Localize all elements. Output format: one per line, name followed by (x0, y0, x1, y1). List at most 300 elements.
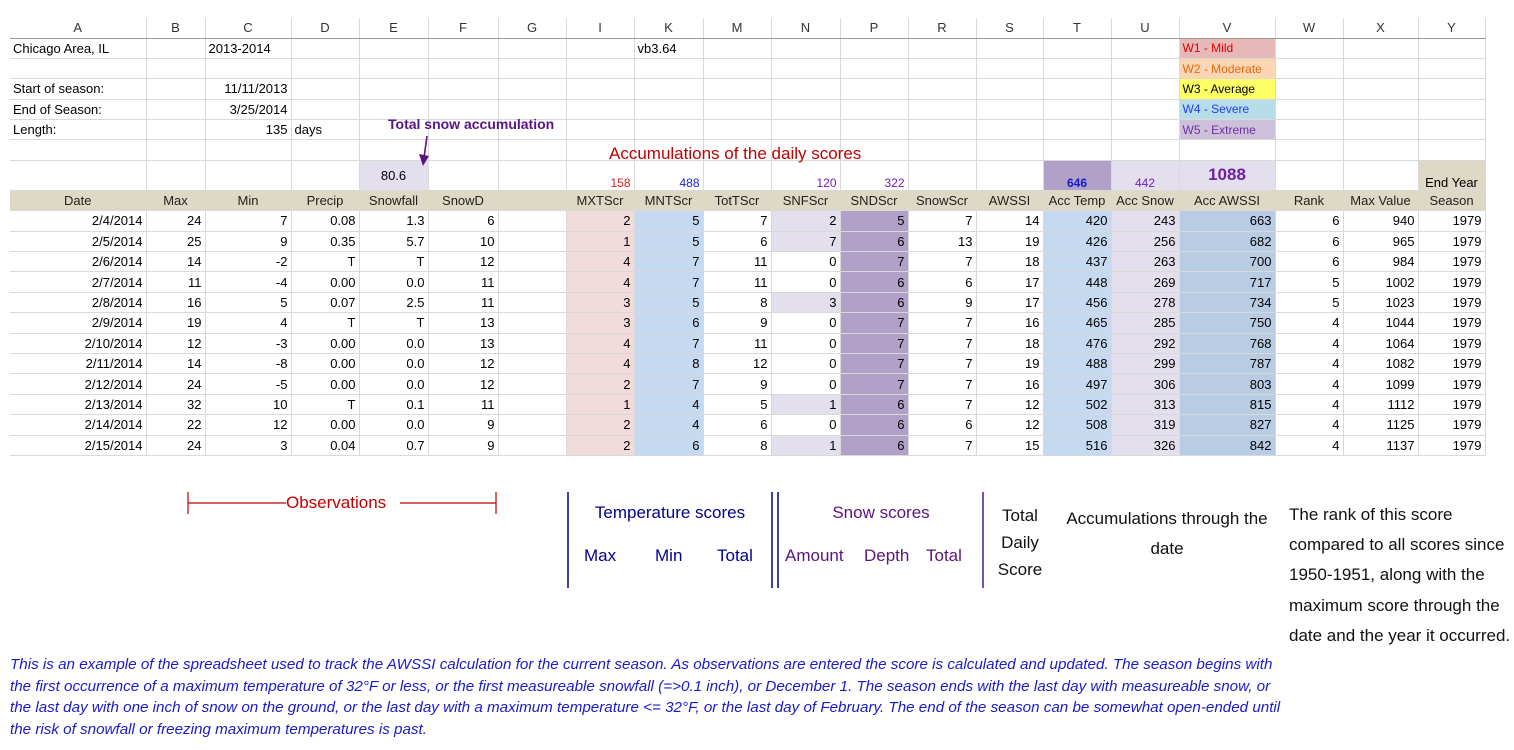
column-letter[interactable]: D (291, 18, 359, 38)
table-cell[interactable]: 6 (840, 435, 908, 455)
totals-row (10, 160, 1485, 190)
table-cell[interactable]: 16 (976, 374, 1043, 394)
table-cell[interactable]: 0 (771, 272, 840, 292)
table-cell[interactable]: T (291, 394, 359, 414)
table-cell[interactable]: 6 (428, 211, 498, 231)
table-cell[interactable]: 0 (771, 374, 840, 394)
table-cell[interactable]: 0.00 (291, 333, 359, 353)
column-letter[interactable]: V (1179, 18, 1275, 38)
table-cell[interactable]: 6 (908, 272, 976, 292)
table-cell[interactable]: 1 (566, 231, 634, 251)
table-cell[interactable]: 2 (771, 211, 840, 231)
table-cell[interactable]: 0.08 (291, 211, 359, 231)
table-cell[interactable]: 2/7/2014 (10, 272, 146, 292)
table-cell[interactable]: 4 (1275, 394, 1343, 414)
table-cell[interactable]: 7 (703, 211, 771, 231)
column-header: SnowScr (908, 190, 976, 210)
table-cell[interactable] (498, 435, 566, 455)
table-cell[interactable]: 2 (566, 415, 634, 435)
table-cell[interactable]: 6 (840, 415, 908, 435)
table-cell[interactable]: 11 (428, 272, 498, 292)
table-cell[interactable]: 4 (1275, 313, 1343, 333)
column-letter[interactable]: C (205, 18, 291, 38)
table-cell[interactable] (498, 272, 566, 292)
table-cell[interactable]: 0 (771, 252, 840, 272)
table-cell[interactable]: 18 (976, 252, 1043, 272)
table-cell[interactable]: 299 (1111, 353, 1179, 373)
table-cell[interactable] (498, 415, 566, 435)
table-cell[interactable]: 12 (428, 353, 498, 373)
table-cell[interactable]: 965 (1343, 231, 1418, 251)
table-cell[interactable]: 0 (771, 353, 840, 373)
table-cell[interactable]: 25 (146, 231, 205, 251)
temp-max-label: Max (584, 546, 617, 565)
table-cell[interactable]: 306 (1111, 374, 1179, 394)
length-unit[interactable]: days (291, 120, 359, 140)
table-cell[interactable]: 13 (428, 333, 498, 353)
table-cell[interactable]: 663 (1179, 211, 1275, 231)
table-cell[interactable]: 2/15/2014 (10, 435, 146, 455)
table-cell[interactable]: 787 (1179, 353, 1275, 373)
table-cell[interactable]: 32 (146, 394, 205, 414)
table-cell[interactable]: 2 (566, 435, 634, 455)
table-cell[interactable]: 7 (634, 272, 703, 292)
table-cell[interactable]: 4 (566, 333, 634, 353)
table-cell[interactable]: 3 (566, 292, 634, 312)
table-cell[interactable]: 7 (908, 211, 976, 231)
table-cell[interactable] (498, 394, 566, 414)
total-mxt[interactable]: 158 (566, 160, 634, 190)
table-cell[interactable]: 1979 (1418, 435, 1485, 455)
table-cell[interactable]: 6 (1275, 211, 1343, 231)
table-cell[interactable]: 14 (976, 211, 1043, 231)
table-cell[interactable]: 7 (908, 333, 976, 353)
temp-total-label: Total (717, 546, 753, 565)
table-cell[interactable]: 2.5 (359, 292, 428, 312)
column-letter[interactable]: Y (1418, 18, 1485, 38)
total-acc-snow[interactable]: 442 (1111, 160, 1179, 190)
table-cell[interactable]: 22 (146, 415, 205, 435)
table-cell[interactable]: 11 (703, 272, 771, 292)
table-cell[interactable]: 292 (1111, 333, 1179, 353)
table-cell[interactable]: 1099 (1343, 374, 1418, 394)
table-cell[interactable]: 1.3 (359, 211, 428, 231)
table-cell[interactable]: 11 (146, 272, 205, 292)
table-cell[interactable]: 1 (566, 394, 634, 414)
table-cell[interactable] (498, 252, 566, 272)
table-cell[interactable]: 1082 (1343, 353, 1418, 373)
table-cell[interactable]: -8 (205, 353, 291, 373)
table-cell[interactable]: 984 (1343, 252, 1418, 272)
table-cell[interactable]: 24 (146, 211, 205, 231)
table-cell[interactable]: 12 (428, 252, 498, 272)
table-cell[interactable]: 0.07 (291, 292, 359, 312)
table-cell[interactable]: 437 (1043, 252, 1111, 272)
table-cell[interactable]: 2/12/2014 (10, 374, 146, 394)
table-cell[interactable]: 243 (1111, 211, 1179, 231)
column-letter[interactable]: G (498, 18, 566, 38)
table-cell[interactable]: 3 (771, 292, 840, 312)
table-cell[interactable]: 7 (840, 333, 908, 353)
table-cell[interactable]: 6 (703, 415, 771, 435)
table-cell[interactable]: 10 (428, 231, 498, 251)
table-cell[interactable]: 502 (1043, 394, 1111, 414)
column-header: Max (146, 190, 205, 210)
table-cell[interactable]: 8 (634, 353, 703, 373)
length-value[interactable]: 135 (205, 120, 291, 140)
table-cell[interactable]: 734 (1179, 292, 1275, 312)
table-cell[interactable]: 278 (1111, 292, 1179, 312)
table-cell[interactable]: 9 (428, 415, 498, 435)
table-cell[interactable]: 6 (840, 394, 908, 414)
table-cell[interactable]: 7 (840, 374, 908, 394)
table-cell[interactable]: 1979 (1418, 272, 1485, 292)
table-cell[interactable]: 420 (1043, 211, 1111, 231)
table-cell[interactable]: 1112 (1343, 394, 1418, 414)
table-cell[interactable] (498, 313, 566, 333)
table-cell[interactable]: 4 (566, 252, 634, 272)
start-label: Start of season: (10, 79, 146, 99)
table-cell[interactable]: 5 (703, 394, 771, 414)
snow-scores-title: Snow scores (832, 503, 930, 522)
table-cell[interactable]: 19 (146, 313, 205, 333)
table-cell[interactable]: 12 (976, 394, 1043, 414)
table-cell[interactable]: 0.00 (291, 353, 359, 373)
total-snd[interactable]: 322 (840, 160, 908, 190)
table-cell[interactable]: 16 (976, 313, 1043, 333)
table-cell[interactable]: 2/13/2014 (10, 394, 146, 414)
table-cell[interactable]: 1023 (1343, 292, 1418, 312)
table-cell[interactable]: 497 (1043, 374, 1111, 394)
table-cell[interactable]: 1125 (1343, 415, 1418, 435)
table-cell[interactable]: 18 (976, 333, 1043, 353)
table-cell[interactable]: 0.35 (291, 231, 359, 251)
table-cell[interactable]: 7 (840, 252, 908, 272)
table-cell[interactable]: 9 (703, 374, 771, 394)
table-cell[interactable]: 7 (908, 313, 976, 333)
table-cell[interactable]: 16 (146, 292, 205, 312)
table-cell[interactable]: 2/14/2014 (10, 415, 146, 435)
table-cell[interactable]: 8 (703, 435, 771, 455)
table-cell[interactable]: 5 (1275, 272, 1343, 292)
table-cell[interactable]: 456 (1043, 292, 1111, 312)
table-cell[interactable]: 13 (428, 313, 498, 333)
table-cell[interactable]: 5 (205, 292, 291, 312)
column-letter[interactable]: B (146, 18, 205, 38)
column-letter[interactable]: A (10, 18, 146, 38)
table-cell[interactable]: 465 (1043, 313, 1111, 333)
table-cell[interactable]: 750 (1179, 313, 1275, 333)
table-cell[interactable]: -5 (205, 374, 291, 394)
total-mnt[interactable]: 488 (634, 160, 703, 190)
start-value[interactable]: 11/11/2013 (205, 79, 291, 99)
table-cell[interactable]: 717 (1179, 272, 1275, 292)
table-cell[interactable] (498, 333, 566, 353)
table-cell[interactable]: 842 (1179, 435, 1275, 455)
table-cell[interactable] (498, 374, 566, 394)
table-cell[interactable]: 17 (976, 292, 1043, 312)
daily-scores-annotation: Accumulations of the daily scores (609, 144, 862, 163)
table-cell[interactable]: 4 (566, 272, 634, 292)
table-cell[interactable]: 0 (771, 415, 840, 435)
table-cell[interactable]: 2/8/2014 (10, 292, 146, 312)
table-cell[interactable]: 12 (146, 333, 205, 353)
table-cell[interactable]: 1064 (1343, 333, 1418, 353)
table-cell[interactable]: 0.0 (359, 415, 428, 435)
table-cell[interactable]: 1 (771, 394, 840, 414)
table-cell[interactable]: 9 (205, 231, 291, 251)
table-cell[interactable]: 12 (205, 415, 291, 435)
table-cell[interactable]: 4 (1275, 435, 1343, 455)
total-snow-arrow (418, 136, 432, 166)
table-cell[interactable]: 11 (703, 333, 771, 353)
column-letters-row (10, 18, 1485, 38)
table-cell[interactable]: 7 (771, 231, 840, 251)
table-cell[interactable]: 4 (634, 394, 703, 414)
table-row (10, 252, 1485, 272)
end-year-label: End Year (1418, 160, 1485, 190)
table-cell[interactable]: 19 (976, 353, 1043, 373)
table-row (10, 313, 1485, 333)
table-row (10, 374, 1485, 394)
table-cell[interactable]: 4 (1275, 353, 1343, 373)
table-cell[interactable]: 7 (634, 252, 703, 272)
table-cell[interactable]: T (291, 252, 359, 272)
table-cell[interactable]: 9 (428, 435, 498, 455)
table-cell[interactable]: 256 (1111, 231, 1179, 251)
table-cell[interactable]: 508 (1043, 415, 1111, 435)
table-cell[interactable]: 19 (976, 231, 1043, 251)
total-acc-temp[interactable]: 646 (1043, 160, 1111, 190)
table-cell[interactable]: 6 (1275, 231, 1343, 251)
table-cell[interactable]: 0.00 (291, 415, 359, 435)
table-cell[interactable]: 1979 (1418, 415, 1485, 435)
table-cell[interactable]: 6 (840, 272, 908, 292)
table-cell[interactable]: 827 (1179, 415, 1275, 435)
table-cell[interactable]: 7 (908, 435, 976, 455)
table-cell[interactable]: 2/6/2014 (10, 252, 146, 272)
table-cell[interactable]: 700 (1179, 252, 1275, 272)
column-letter[interactable]: N (771, 18, 840, 38)
sheet-row-3 (10, 79, 1485, 99)
table-cell[interactable]: 263 (1111, 252, 1179, 272)
total-snf[interactable]: 120 (771, 160, 840, 190)
column-letter[interactable]: W (1275, 18, 1343, 38)
table-cell[interactable]: 1979 (1418, 211, 1485, 231)
table-cell[interactable]: 7 (205, 211, 291, 231)
table-cell[interactable]: 12 (428, 374, 498, 394)
table-cell[interactable]: 3 (205, 435, 291, 455)
table-cell[interactable]: 1979 (1418, 313, 1485, 333)
table-cell[interactable]: 7 (634, 333, 703, 353)
table-cell[interactable]: 4 (634, 415, 703, 435)
end-label: End of Season: (10, 99, 146, 119)
table-cell[interactable]: 0.00 (291, 374, 359, 394)
column-letter[interactable]: U (1111, 18, 1179, 38)
table-cell[interactable]: 7 (908, 374, 976, 394)
table-cell[interactable]: -3 (205, 333, 291, 353)
table-cell[interactable]: 5 (1275, 292, 1343, 312)
table-row (10, 292, 1485, 312)
table-cell[interactable]: 0.0 (359, 374, 428, 394)
snow-depth-label: Depth (864, 546, 910, 565)
table-cell[interactable]: 1137 (1343, 435, 1418, 455)
table-cell[interactable]: 24 (146, 435, 205, 455)
column-letter[interactable]: X (1343, 18, 1418, 38)
table-cell[interactable]: 6 (840, 231, 908, 251)
table-cell[interactable]: 319 (1111, 415, 1179, 435)
column-header: Acc Temp (1043, 190, 1111, 210)
table-cell[interactable]: 448 (1043, 272, 1111, 292)
location-cell[interactable]: Chicago Area, IL (10, 38, 146, 58)
table-cell[interactable]: 0 (771, 333, 840, 353)
table-cell[interactable]: 1979 (1418, 231, 1485, 251)
table-cell[interactable]: 326 (1111, 435, 1179, 455)
column-letter[interactable]: S (976, 18, 1043, 38)
table-cell[interactable]: 269 (1111, 272, 1179, 292)
table-cell[interactable]: 14 (146, 252, 205, 272)
table-cell[interactable]: -4 (205, 272, 291, 292)
table-cell[interactable]: 7 (908, 252, 976, 272)
table-cell[interactable]: 1 (771, 435, 840, 455)
table-cell[interactable]: 1979 (1418, 374, 1485, 394)
table-cell[interactable]: 2 (566, 374, 634, 394)
table-cell[interactable]: 2/11/2014 (10, 353, 146, 373)
table-cell[interactable]: 2 (566, 211, 634, 231)
table-cell[interactable]: 2/4/2014 (10, 211, 146, 231)
table-cell[interactable]: 5.7 (359, 231, 428, 251)
sheet-row-5 (10, 120, 1485, 140)
table-cell[interactable]: 10 (205, 394, 291, 414)
total-acc-awssi[interactable]: 1088 (1179, 160, 1275, 190)
table-cell[interactable]: 285 (1111, 313, 1179, 333)
table-cell[interactable]: 2/5/2014 (10, 231, 146, 251)
table-cell[interactable]: 5 (634, 231, 703, 251)
table-cell[interactable]: 14 (146, 353, 205, 373)
table-cell[interactable]: 0.1 (359, 394, 428, 414)
table-cell[interactable] (498, 353, 566, 373)
table-cell[interactable]: 6 (840, 292, 908, 312)
table-cell[interactable]: 0.00 (291, 272, 359, 292)
table-cell[interactable]: 24 (146, 374, 205, 394)
column-letter[interactable]: I (566, 18, 634, 38)
column-header: MNTScr (634, 190, 703, 210)
table-cell[interactable]: 1002 (1343, 272, 1418, 292)
column-letter[interactable]: E (359, 18, 428, 38)
season-cell[interactable]: 2013-2014 (205, 38, 291, 58)
table-cell[interactable]: 3 (566, 313, 634, 333)
table-cell[interactable]: 488 (1043, 353, 1111, 373)
table-cell[interactable]: 9 (908, 292, 976, 312)
column-header (498, 190, 566, 210)
table-cell[interactable]: 6 (908, 415, 976, 435)
table-cell[interactable]: 5 (634, 211, 703, 231)
table-cell[interactable]: 1044 (1343, 313, 1418, 333)
table-cell[interactable]: 7 (908, 394, 976, 414)
table-cell[interactable]: T (359, 252, 428, 272)
column-letter[interactable]: F (428, 18, 498, 38)
table-cell[interactable]: 4 (1275, 374, 1343, 394)
table-cell[interactable]: 6 (634, 435, 703, 455)
table-cell[interactable]: T (359, 313, 428, 333)
table-cell[interactable]: 7 (840, 353, 908, 373)
table-cell[interactable]: T (291, 313, 359, 333)
table-cell[interactable]: 0.0 (359, 353, 428, 373)
table-cell[interactable]: 11 (428, 292, 498, 312)
total-snowfall[interactable]: 80.6 (359, 160, 428, 190)
table-cell[interactable]: 4 (566, 353, 634, 373)
table-cell[interactable]: 6 (634, 313, 703, 333)
table-cell[interactable]: 313 (1111, 394, 1179, 414)
table-cell[interactable]: 0.7 (359, 435, 428, 455)
table-cell[interactable]: 1979 (1418, 252, 1485, 272)
column-letter[interactable]: K (634, 18, 703, 38)
table-cell[interactable]: 9 (703, 313, 771, 333)
version-cell[interactable]: vb3.64 (634, 38, 703, 58)
table-cell[interactable]: 11 (428, 394, 498, 414)
table-cell[interactable] (498, 211, 566, 231)
table-cell[interactable]: 0.0 (359, 333, 428, 353)
table-cell[interactable]: -2 (205, 252, 291, 272)
table-cell[interactable]: 7 (634, 374, 703, 394)
table-cell[interactable]: 2/9/2014 (10, 313, 146, 333)
table-cell[interactable]: 426 (1043, 231, 1111, 251)
table-cell[interactable]: 7 (840, 313, 908, 333)
table-cell[interactable]: 682 (1179, 231, 1275, 251)
table-cell[interactable]: 12 (976, 415, 1043, 435)
table-cell[interactable]: 476 (1043, 333, 1111, 353)
column-letter[interactable]: T (1043, 18, 1111, 38)
table-cell[interactable]: 8 (703, 292, 771, 312)
table-cell[interactable]: 0 (771, 313, 840, 333)
table-cell[interactable]: 5 (634, 292, 703, 312)
column-letter[interactable]: P (840, 18, 908, 38)
table-cell[interactable]: 0.0 (359, 272, 428, 292)
table-cell[interactable]: 11 (703, 252, 771, 272)
column-letter[interactable]: M (703, 18, 771, 38)
table-cell[interactable]: 6 (703, 231, 771, 251)
table-cell[interactable]: 7 (908, 353, 976, 373)
table-cell[interactable]: 1979 (1418, 353, 1485, 373)
table-cell[interactable]: 4 (205, 313, 291, 333)
table-cell[interactable]: 17 (976, 272, 1043, 292)
table-cell[interactable]: 4 (1275, 333, 1343, 353)
legend-w1: W1 - Mild (1179, 38, 1275, 58)
table-cell[interactable]: 768 (1179, 333, 1275, 353)
table-cell[interactable]: 13 (908, 231, 976, 251)
table-cell[interactable] (498, 292, 566, 312)
column-headers-row (10, 190, 1485, 210)
table-cell[interactable]: 1979 (1418, 292, 1485, 312)
table-cell[interactable]: 5 (840, 211, 908, 231)
table-cell[interactable]: 12 (703, 353, 771, 373)
column-header: Max Value (1343, 190, 1418, 210)
table-cell[interactable]: 1979 (1418, 394, 1485, 414)
table-cell[interactable]: 4 (1275, 415, 1343, 435)
table-cell[interactable]: 15 (976, 435, 1043, 455)
table-cell[interactable]: 940 (1343, 211, 1418, 231)
table-cell[interactable]: 815 (1179, 394, 1275, 414)
end-value[interactable]: 3/25/2014 (205, 99, 291, 119)
column-letter[interactable]: R (908, 18, 976, 38)
table-cell[interactable] (498, 231, 566, 251)
table-cell[interactable]: 803 (1179, 374, 1275, 394)
table-cell[interactable]: 516 (1043, 435, 1111, 455)
table-cell[interactable]: 6 (1275, 252, 1343, 272)
table-cell[interactable]: 0.04 (291, 435, 359, 455)
table-cell[interactable]: 1979 (1418, 333, 1485, 353)
table-cell[interactable]: 2/10/2014 (10, 333, 146, 353)
